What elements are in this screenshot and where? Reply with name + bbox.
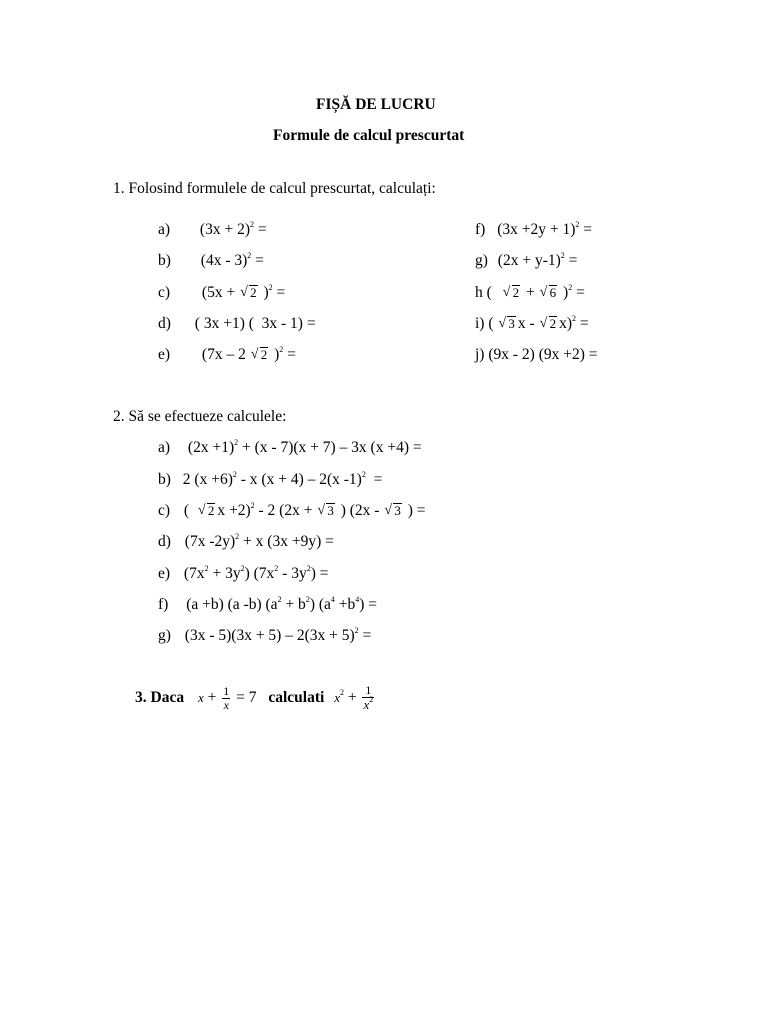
ex1-label-g: g) <box>475 252 488 269</box>
ex1-label-i: i) ( <box>475 315 494 332</box>
sqrt-6-symbol: √ 6 <box>541 284 558 302</box>
ex1-label-c: c) <box>158 284 171 301</box>
ex2-item-a: a) $(2x +1)^2 + (x - 7)(x + 7) - 3x$ (x +4) = <box>158 438 422 456</box>
ex3-word: calculati <box>268 689 325 706</box>
ex1-label-e: e) <box>158 346 171 363</box>
ex2-label-c: c) <box>158 502 171 519</box>
ex1-item-d: d) ( 3x +1) ( 3x - 1) = <box>158 315 316 332</box>
ex1-item-c: c) (5x + √ 2 )$^2$ = <box>158 284 285 302</box>
ex2-label-a: a) <box>158 439 171 456</box>
ex2-item-g: g) $(3x - 5)(3x + 5) - 2(3x + 5)^2$ = <box>158 626 372 644</box>
ex1-item-b: b) (4x - 3)$^2$ = <box>158 251 264 269</box>
exercise-1-heading: 1. Folosind formulele de calcul prescurtat, calculați: <box>113 180 436 197</box>
ex1-item-h: h ( √ 2 + √ 6 )$^2$ = <box>475 284 585 302</box>
sqrt-3-symbol: √ 3 <box>385 502 402 520</box>
ex2-label-b: b) <box>158 471 171 488</box>
ex1-label-d: d) <box>158 315 171 332</box>
ex1-label-h: h ( <box>475 284 492 301</box>
ex3-target: $x^2$ + $\frac{1}{x^2}$ <box>334 683 374 713</box>
page-title: FIȘĂ DE LUCRU <box>316 96 436 113</box>
ex2-label-f: f) <box>158 596 169 613</box>
ex3-condition: x + $\frac{1}{x}$ = 7 <box>197 683 261 712</box>
ex1-label-a: a) <box>158 221 171 238</box>
sqrt-2-symbol: √ 2 <box>252 346 269 364</box>
sqrt-2-symbol: √ 2 <box>241 284 258 302</box>
sqrt-2-symbol: √ 2 <box>199 502 216 520</box>
ex1-item-i: i) ( √ 3 x - √ 2 x)$^2$ = <box>475 315 589 333</box>
ex1-item-g: g) $(2x + y-1)^2$ = <box>475 251 578 269</box>
exercise-2-heading: 2. Să se efectueze calculele: <box>113 408 287 425</box>
ex2-label-d: d) <box>158 533 171 550</box>
ex1-item-e: e) (7x – 2 √ 2 )$^2$ = <box>158 346 296 364</box>
sqrt-2-symbol: √ 2 <box>541 315 558 333</box>
sqrt-3-symbol: √ 3 <box>318 502 335 520</box>
ex1-label-b: b) <box>158 252 171 269</box>
ex2-label-g: g) <box>158 627 171 644</box>
ex2-item-e: e) $(7x^2 + 3y^2)$ $(7x^2 - 3y^2)$ = <box>158 564 329 582</box>
ex3-item <box>135 680 376 716</box>
ex1-item-f: f) $(3x +2y + 1)^2$ = <box>475 220 593 238</box>
ex2-item-b: b) 2 $(x +6)^2 - x$ (x + 4) – 2(x -1)$^2$ = <box>158 470 383 488</box>
ex1-item-a: a) $(3x + 2)^2$ = <box>158 220 267 238</box>
sqrt-2-symbol: √ 2 <box>504 284 521 302</box>
ex1-item-j: j) (9x - 2) (9x +2) = <box>475 346 598 363</box>
ex2-item-d: d) (7x -2y)$^2$ + x (3x +9y) = <box>158 532 334 550</box>
ex2-label-e: e) <box>158 565 171 582</box>
ex2-item-f: f) (a +b) (a -b) $(a^2 + b^2)$ $(a^4 +b^4)$ = <box>158 595 378 613</box>
page-subtitle: Formule de calcul prescurtat <box>273 127 465 144</box>
sqrt-3-symbol: √ 3 <box>499 315 516 333</box>
ex3-label: 3. Daca <box>135 689 185 706</box>
ex2-item-c: c) ( √ 2 x +2)$^2$ - 2 (2x + √ 3 ) (2x - √ 3 ) = <box>158 502 425 520</box>
ex1-label-f: f) <box>475 221 486 238</box>
